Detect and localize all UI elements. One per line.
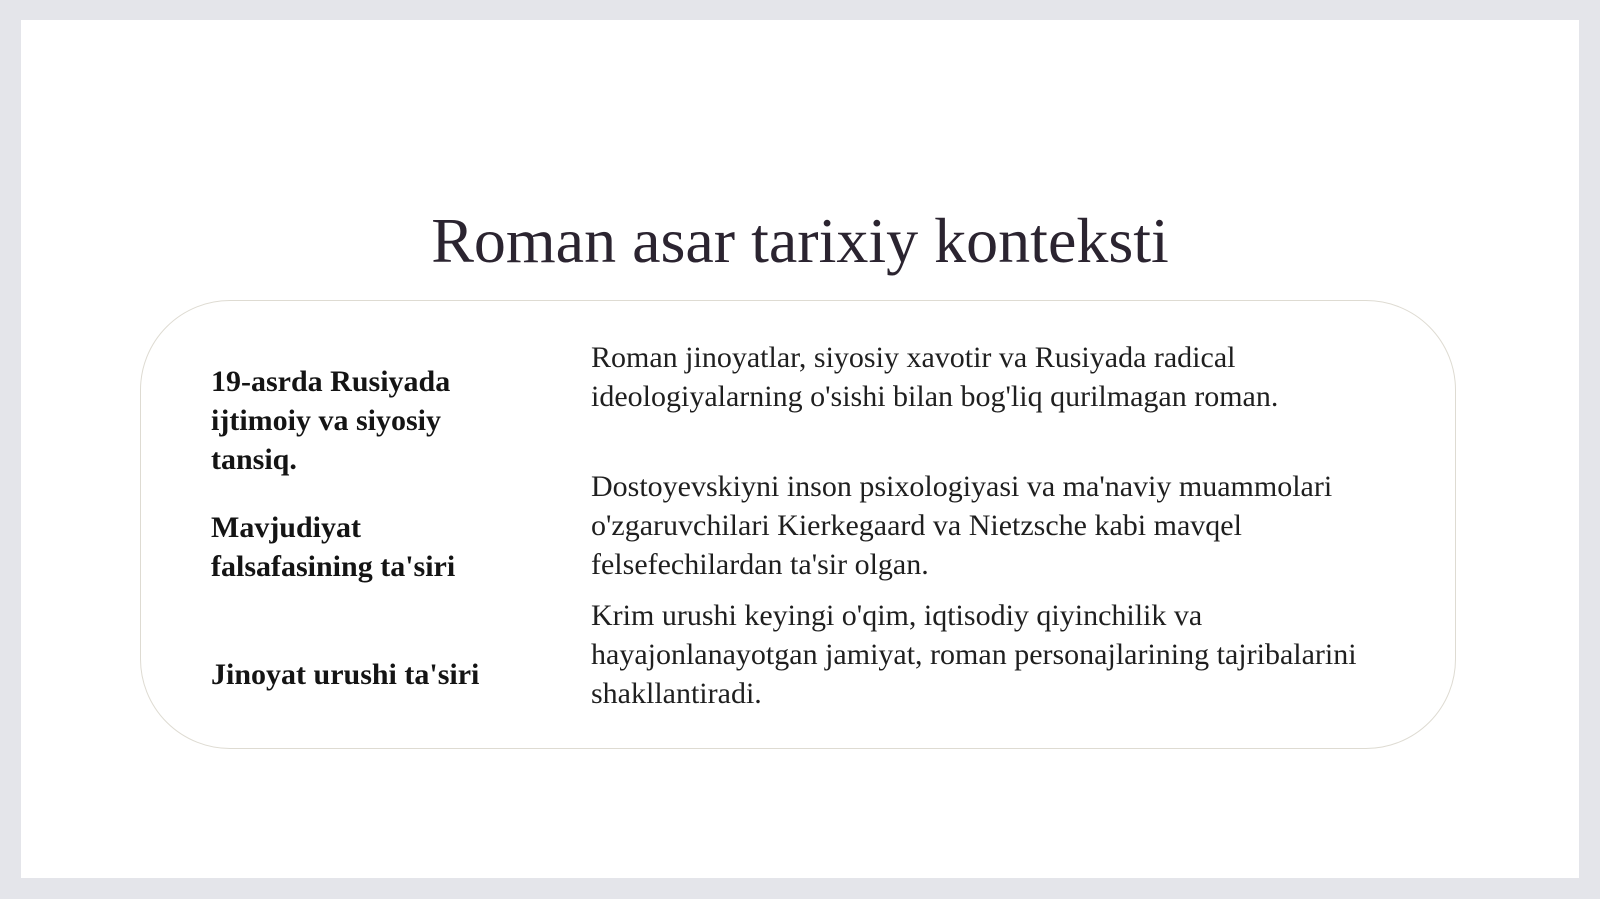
row-label-war-influence: Jinoyat urushi ta'siri: [211, 658, 480, 691]
row-description-social-political-tension: Roman jinoyatlar, siyosiy xavotir va Rusiyada radical ideologiyalarning o'sishi bilan bog'liq qurilmagan roman.: [591, 341, 1279, 413]
row-label-existential-philosophy: Mavjudiyat falsafasining ta'siri: [211, 511, 456, 583]
row-description-existential-philosophy: Dostoyevskiyni inson psixologiyasi va ma'naviy muammolari o'zgaruvchilari Kierkegaard va Nietzsche kabi mavqel felsefechilardan ta'sir olgan.: [591, 470, 1333, 581]
slide: [21, 20, 1579, 878]
row-label-social-political-tension: 19-asrda Rusiyada ijtimoiy va siyosiy tansiq.: [211, 365, 451, 476]
slide-title: Roman asar tarixiy konteksti: [431, 205, 1169, 276]
row-description-war-influence: Krim urushi keyingi o'qim, iqtisodiy qiyinchilik va hayajonlanayotgan jamiyat, roman personajlarining tajribalarini shakllantiradi.: [591, 599, 1357, 710]
